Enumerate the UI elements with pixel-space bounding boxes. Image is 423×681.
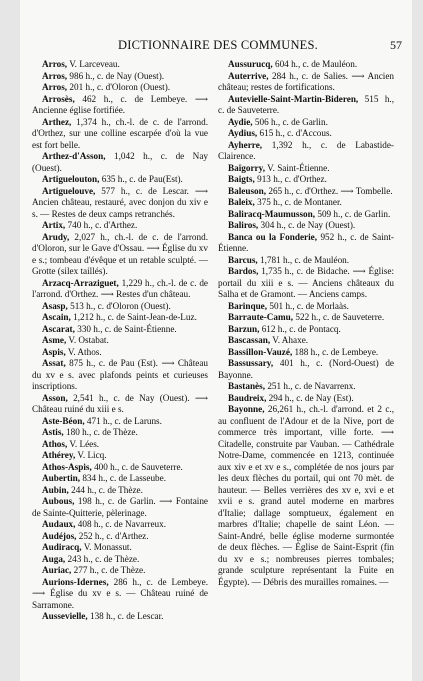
entry-text: 1,229 h., ch.-l. de c. de l'arrond. d'Orthez. ⟶ Restes d'un château.: [32, 277, 208, 299]
entry-name: Barraute-Camu,: [228, 312, 294, 322]
entry-name: Arrosès,: [42, 93, 75, 104]
dictionary-entry: [32, 347, 208, 359]
entry-name: Bastanès,: [228, 381, 266, 391]
entry-name: Athos,: [42, 438, 68, 449]
entry-text: 1,212 h., c. de Saint-Jean-de-Luz.: [70, 312, 197, 322]
entry-name: Bardos,: [228, 266, 259, 276]
entry-text: 408 h., c. de Navarreux.: [75, 519, 167, 529]
dictionary-entry: [32, 94, 208, 117]
entry-name: Baliros,: [228, 220, 259, 230]
entry-text: 2,027 h., ch.-l. de c. de l'arrond. d'Oloron, sur le Gave d'Ossau. ⟶ Église du xv e s.; tombeau d'évêque et un retable sculpté. — Grotte (silex taillés).: [32, 231, 208, 276]
entry-text: V. Athos.: [65, 346, 102, 357]
entry-name: Audéjos,: [42, 530, 77, 541]
entry-text: 509 h., c. de Garlin.: [315, 208, 391, 219]
entry-name: Baleix,: [228, 197, 255, 207]
entry-text: 201 h., c. d'Oloron (Ouest).: [67, 82, 171, 92]
entry-name: Artiguelouve,: [42, 185, 96, 196]
dictionary-entry: [218, 347, 394, 359]
entry-name: Aste-Béon,: [42, 415, 85, 426]
entry-name: Aubin,: [42, 484, 69, 495]
entry-name: Aydius,: [228, 128, 258, 138]
dictionary-entry: [218, 209, 394, 221]
dictionary-entry: [218, 94, 394, 117]
entry-text: V. Licq.: [75, 450, 107, 460]
dictionary-entry: [32, 416, 208, 428]
entry-text: 513 h., c. d'Oloron (Ouest).: [67, 300, 171, 311]
dictionary-entry: [32, 542, 208, 554]
right-column: [218, 59, 394, 588]
entry-name: Bascassan,: [228, 335, 271, 345]
entry-name: Astis,: [42, 427, 64, 437]
entry-name: Arudy,: [42, 231, 70, 242]
entry-name: Banca ou la Fonderie,: [228, 231, 318, 242]
entry-text: V. Ahaxe.: [270, 335, 309, 345]
entry-name: Bayonne,: [228, 404, 265, 414]
dictionary-entry: [32, 312, 208, 324]
entry-text: 244 h., c. de Thèze.: [68, 484, 143, 495]
dictionary-entry: [32, 358, 208, 393]
dictionary-entry: [32, 462, 208, 474]
entry-name: Artix,: [42, 220, 66, 230]
entry-text: 265 h., c. d'Orthez. ⟶ Tombelle.: [266, 185, 393, 196]
entry-name: Bassillon-Vauzé,: [228, 346, 293, 357]
entry-name: Aussurucq,: [228, 59, 273, 69]
dictionary-entry: [218, 324, 394, 336]
entry-text: 740 h., c. d'Arthez.: [65, 220, 138, 230]
dictionary-entry: [32, 531, 208, 543]
dictionary-entry: [218, 266, 394, 301]
dictionary-entry: [32, 324, 208, 336]
book-page: [20, 0, 412, 681]
entry-text: 577 h., c. de Lescar. ⟶ Ancien château, restauré, avec donjon du xiv e s. — Restes de deux camps retranchés.: [32, 185, 208, 219]
entry-text: 1,735 h., c. de Bidache. ⟶ Église: portail du xiii e s. — Anciens châteaux du Salha et de Gramont. — Anciens camps.: [218, 266, 394, 299]
dictionary-entry: [218, 128, 394, 140]
entry-name: Barcus,: [228, 254, 258, 265]
entry-text: 294 h., c. de Nay (Est).: [266, 392, 354, 403]
entry-text: 400 h., c. de Sauveterre.: [91, 461, 183, 472]
dictionary-entry: [218, 59, 394, 71]
dictionary-entry: [218, 186, 394, 198]
entry-text: 604 h., c. de Mauléon.: [272, 59, 358, 69]
dictionary-entry: [218, 255, 394, 267]
entry-text: 277 h., c. de Thèze.: [71, 565, 146, 575]
dictionary-entry: [32, 174, 208, 186]
entry-name: Ascarat,: [42, 323, 75, 334]
dictionary-entry: [218, 197, 394, 209]
entry-text: 286 h., c. de Lembeye. ⟶ Église du xv e s. — Château ruiné de Sarramone.: [32, 576, 208, 610]
dictionary-entry: [218, 232, 394, 255]
dictionary-entry: [218, 335, 394, 347]
dictionary-entry: [218, 312, 394, 324]
entry-text: 1,042 h., c. de Nay (Ouest).: [32, 151, 208, 173]
entry-text: 330 h., c. de Saint-Étienne.: [74, 323, 177, 334]
dictionary-entry: [32, 301, 208, 313]
entry-text: 875 h., c. de Pau (Est). ⟶ Château du xv e s. avec plafonds peints et curieuses inscriptions.: [32, 358, 208, 391]
entry-name: Athérey,: [42, 450, 76, 460]
entry-text: V. Saint-Étienne.: [265, 162, 330, 173]
entry-text: 913 h., c. d'Orthez.: [254, 174, 327, 184]
dictionary-entry: [32, 577, 208, 612]
entry-name: Baigts,: [228, 174, 255, 184]
entry-text: 515 h., c. de Sauveterre.: [218, 93, 394, 115]
entry-name: Audaux,: [42, 519, 76, 529]
dictionary-entry: [32, 565, 208, 577]
entry-name: Asson,: [42, 392, 68, 403]
entry-name: Baïgorry,: [228, 162, 266, 173]
entry-name: Arzacq-Arraziguet,: [42, 277, 119, 288]
entry-name: Athos-Aspis,: [42, 461, 92, 472]
entry-name: Arthez,: [42, 116, 72, 127]
dictionary-entry: [32, 186, 208, 221]
dictionary-entry: [218, 117, 394, 129]
entry-text: 834 h., c. de Lasseube.: [80, 473, 167, 483]
entry-name: Assat,: [42, 358, 66, 368]
entry-name: Baudreix,: [228, 392, 267, 403]
entry-name: Aubertin,: [42, 473, 81, 483]
dictionary-entry: [218, 71, 394, 94]
entry-name: Baliracq-Maumusson,: [228, 208, 316, 219]
running-title: DICTIONNAIRE DES COMMUNES.: [118, 38, 318, 52]
dictionary-entry: [32, 232, 208, 278]
entry-name: Auterrive,: [228, 70, 269, 81]
entry-name: Arros,: [42, 70, 68, 81]
dictionary-entry: [32, 496, 208, 519]
dictionary-entry: [218, 381, 394, 393]
entry-name: Aussevielle,: [42, 611, 88, 621]
entry-text: 375 h., c. de Montaner.: [254, 197, 342, 207]
dictionary-entry: [218, 301, 394, 313]
entry-name: Aydie,: [228, 116, 253, 127]
dictionary-entry: [218, 140, 394, 163]
entry-text: 26,261 h., ch.-l. d'arrond. et 2 c., au confluent de l'Adour et de la Nive, port de commerce très important, ville forte. ⟶ Citadelle, construite par Vauban. — Cathédrale Notre-Dame, commencée en 1213, continuée aux xiv e et xv e s., complétée de nos jours par les deux flèches du portail, qui ont 70 mèt. de hauteur. — Belles verrières des xv e, xvi e et xvii e s. grand autel moderne en marbres d'Italie; dallage somptueux, également en marbres d'Italie; chapelle de saint Léon. — Saint-André, belle église moderne surmontée de deux flèches. — Église de Saint-Esprit (fin du xv e s.; nombreuses pierres tombales; grande sculpture représentant la Fuite en Égypte). — Débris des murailles romaines. —: [218, 404, 394, 587]
entry-text: V. Lées.: [67, 438, 100, 449]
dictionary-entry: [218, 163, 394, 175]
entry-name: Audiracq,: [42, 542, 82, 552]
entry-name: Aurions-Idernes,: [42, 576, 109, 587]
dictionary-entry: [218, 393, 394, 405]
dictionary-entry: [218, 220, 394, 232]
entry-text: V. Larceveau.: [67, 59, 120, 69]
dictionary-entry: [32, 117, 208, 152]
entry-name: Asme,: [42, 335, 67, 345]
entry-name: Bassussary,: [228, 358, 274, 368]
entry-text: 501 h., c. de Morlaàs.: [267, 300, 349, 311]
entry-name: Artiguelouton,: [42, 174, 100, 184]
entry-text: 252 h., c. d'Arthez.: [76, 530, 149, 541]
entry-text: 462 h., c. de Lembeye. ⟶ Ancienne église fortifiée.: [32, 93, 208, 115]
entry-text: 251 h., c. de Navarrenx.: [265, 381, 356, 391]
dictionary-entry: [32, 59, 208, 71]
entry-name: Baleuson,: [228, 185, 267, 196]
entry-text: 615 h., c. d'Accous.: [257, 128, 332, 138]
entry-text: 612 h., c. de Pontacq.: [259, 323, 341, 334]
dictionary-entry: [32, 151, 208, 174]
entry-text: 1,781 h., c. de Mauléon.: [257, 254, 350, 265]
entry-text: 180 h., c. de Thèze.: [63, 427, 138, 437]
entry-name: Aubous,: [42, 496, 75, 506]
page-number: 57: [390, 38, 402, 52]
entry-text: 522 h., c. de Sauveterre.: [293, 312, 385, 322]
entry-text: 188 h., c. de Lembeye.: [292, 346, 379, 357]
entry-name: Arthez-d'Asson,: [42, 151, 106, 161]
entry-text: V. Monassut.: [81, 542, 132, 552]
entry-name: Barzun,: [228, 323, 260, 334]
dictionary-entry: [32, 393, 208, 416]
dictionary-entry: [32, 450, 208, 462]
entry-name: Ayherre,: [228, 139, 263, 150]
entry-text: 506 h., c. de Garlin.: [252, 116, 328, 127]
dictionary-entry: [218, 404, 394, 588]
dictionary-entry: [32, 335, 208, 347]
entry-text: 243 h., c. de Thèze.: [65, 553, 140, 564]
entry-text: 401 h., c. (Nord-Ouest) de Bayonne.: [218, 358, 394, 380]
dictionary-entry: [32, 519, 208, 531]
entry-name: Auga,: [42, 553, 66, 564]
entry-name: Auriac,: [42, 565, 72, 575]
entry-text: 986 h., c. de Nay (Ouest).: [67, 70, 165, 81]
entry-text: 284 h., c. de Salies. ⟶ Ancien château; restes de fortifications.: [218, 70, 394, 92]
entry-name: Arros,: [42, 82, 68, 92]
entry-text: 2,541 h., c. de Nay (Ouest). ⟶ Château ruiné du xiii e s.: [32, 392, 208, 414]
entry-text: 198 h., c. de Garlin. ⟶ Fontaine de Sainte-Quitterie, pèlerinage.: [32, 496, 208, 518]
dictionary-entry: [32, 485, 208, 497]
entry-text: 635 h., c. de Pau(Est).: [99, 174, 183, 184]
dictionary-entry: [32, 220, 208, 232]
dictionary-entry: [218, 174, 394, 186]
entry-text: 304 h., c. de Nay (Ouest).: [258, 220, 356, 230]
dictionary-entry: [218, 358, 394, 381]
entry-name: Arros,: [42, 59, 68, 69]
dictionary-entry: [32, 611, 208, 623]
left-column: [32, 59, 208, 623]
dictionary-entry: [32, 473, 208, 485]
entry-name: Ascain,: [42, 312, 71, 322]
dictionary-entry: [32, 554, 208, 566]
entry-text: 138 h., c. de Lescar.: [87, 611, 164, 621]
entry-name: Aspis,: [42, 346, 66, 357]
dictionary-entry: [32, 439, 208, 451]
dictionary-entry: [32, 278, 208, 301]
entry-name: Autevielle-Saint-Martin-Bideren,: [228, 93, 359, 104]
entry-text: 952 h., c. de Saint-Étienne.: [218, 231, 394, 253]
entry-text: 471 h., c. de Laruns.: [84, 415, 162, 426]
dictionary-entry: [32, 71, 208, 83]
entry-name: Barinque,: [228, 300, 268, 311]
entry-text: V. Ostabat.: [66, 335, 109, 345]
entry-text: 1,392 h., c. de Labastide-Clairence.: [218, 139, 394, 161]
dictionary-entry: [32, 82, 208, 94]
dictionary-entry: [32, 427, 208, 439]
entry-name: Asasp,: [42, 300, 68, 311]
page-header: [20, 38, 412, 52]
entry-text: 1,374 h., ch.-l. de c. de l'arrond. d'Orthez, sur une colline escarpée d'où la vue est fort belle.: [32, 116, 208, 150]
